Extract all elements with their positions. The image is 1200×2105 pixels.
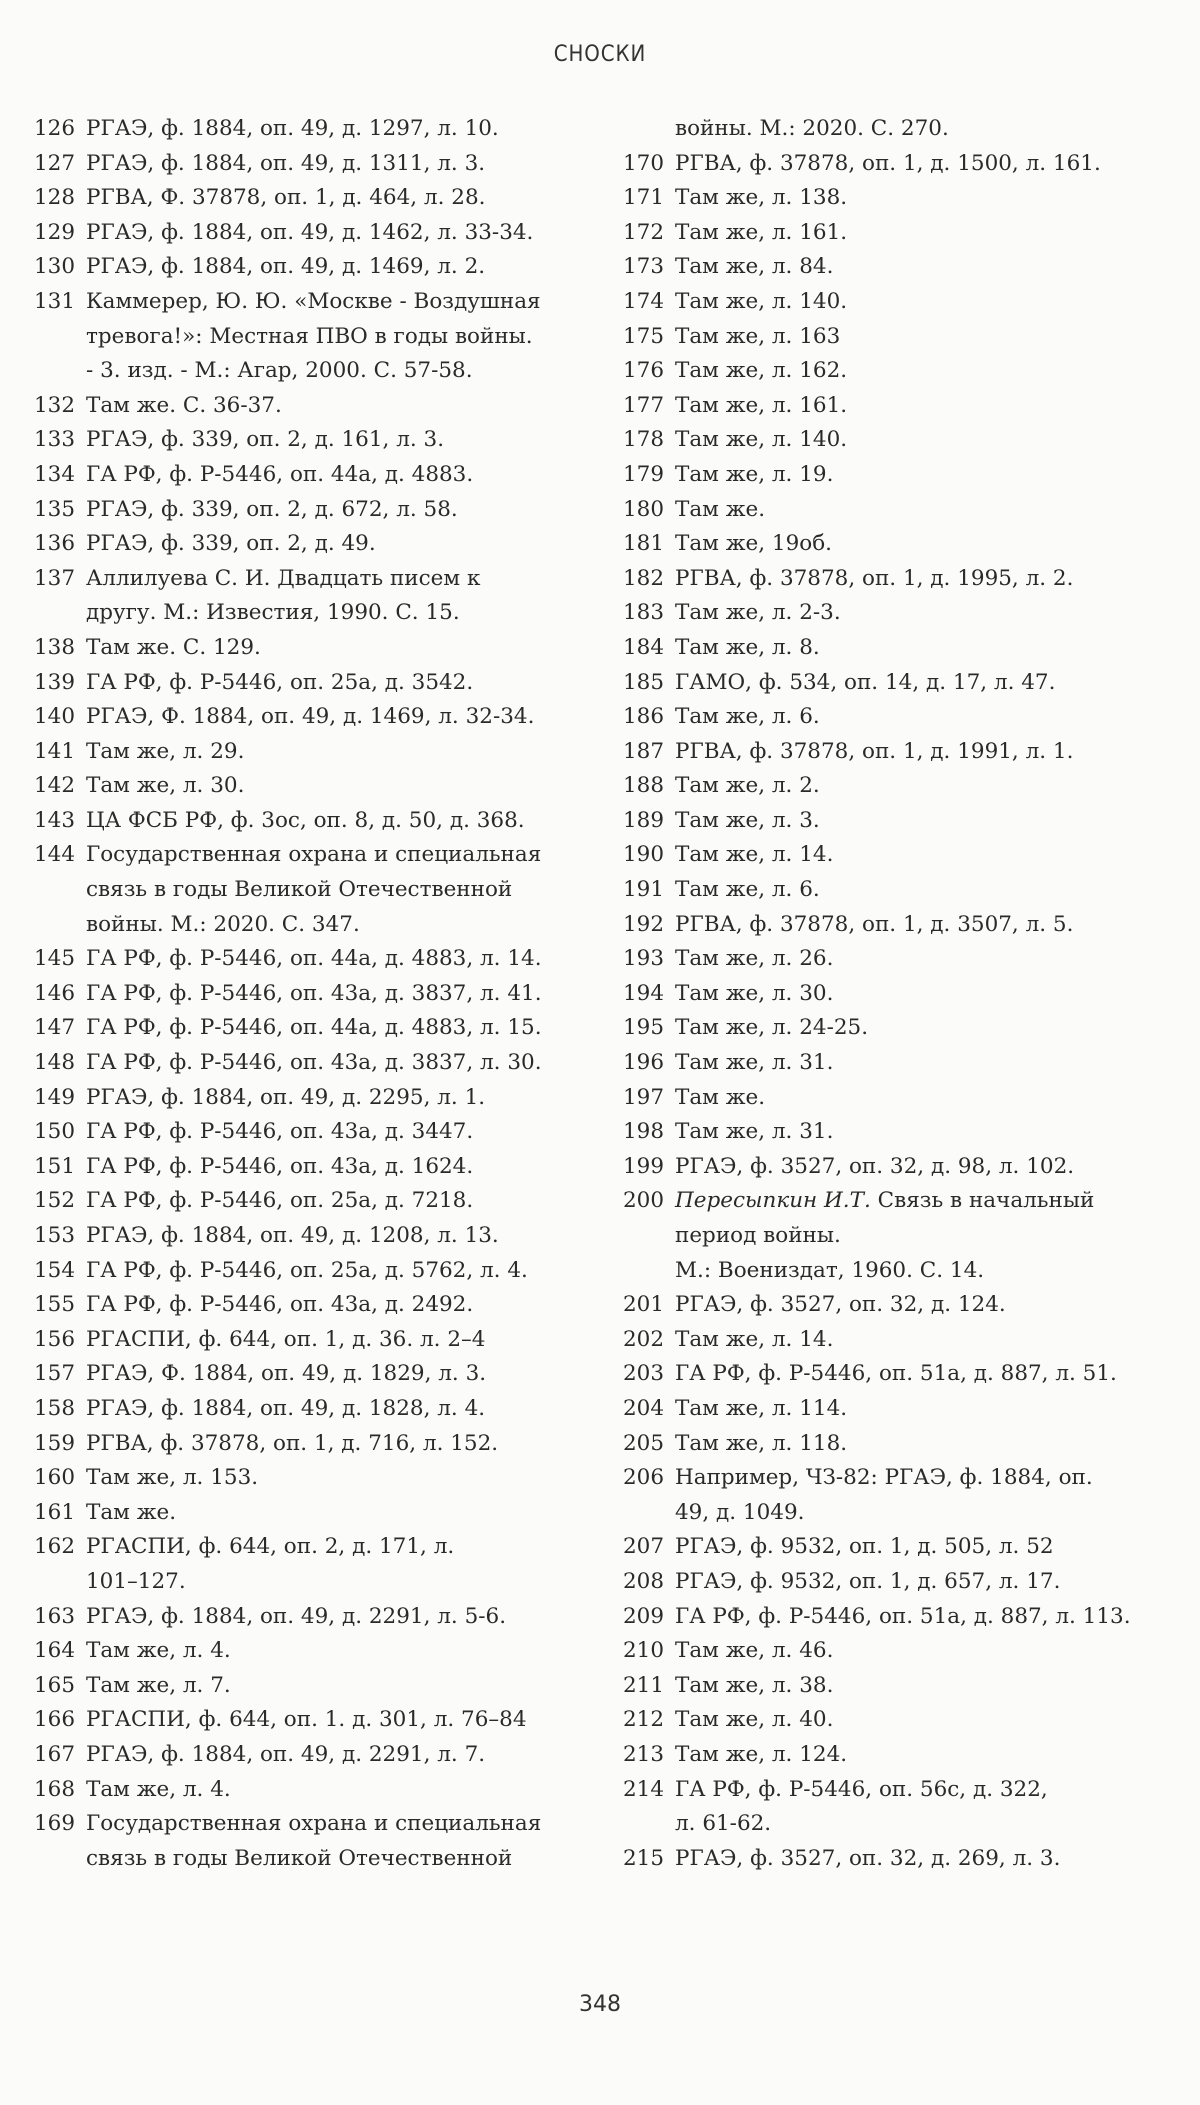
footnote-item: [34, 1427, 594, 1462]
footnote-item: [623, 1115, 1183, 1150]
footnote-number: 198: [623, 1119, 665, 1145]
footnote-text: Там же, л. 8.: [675, 634, 820, 660]
footnotes-right-column: [623, 112, 1183, 1876]
footnote-item: [34, 181, 594, 216]
footnote-text: Аллилуева С. И. Двадцать писем к другу. М.: Известия, 1990. С. 15.: [86, 565, 481, 626]
footnote-text: РГАЭ, ф. 1884, оп. 49, д. 1208, л. 13.: [86, 1223, 499, 1248]
footnote-item: [34, 493, 594, 528]
footnote-number: 126: [34, 116, 76, 141]
footnote-number: 215: [623, 1845, 665, 1871]
footnote-number: 160: [34, 1465, 76, 1491]
footnote-item: [623, 908, 1183, 943]
footnote-number: 178: [623, 427, 665, 453]
footnote-text: РГВА, ф. 37878, оп. 1, д. 1991, л. 1.: [675, 738, 1074, 764]
footnote-text: ГА РФ, ф. Р-5446, оп. 44а, д. 4883.: [86, 461, 474, 487]
footnote-item: [34, 1115, 594, 1150]
footnote-item: [623, 458, 1183, 493]
footnote-number: 147: [34, 1015, 76, 1041]
footnote-text: РГВА, ф. 37878, оп. 1, д. 716, л. 152.: [86, 1430, 499, 1456]
footnote-number: 168: [34, 1776, 76, 1802]
footnote-item: [34, 1323, 594, 1358]
footnote-item: [623, 1530, 1183, 1565]
footnote-text: РГАЭ, ф. 9532, оп. 1, д. 657, л. 17.: [675, 1568, 1061, 1594]
footnote-item: [623, 285, 1183, 320]
footnote-number: 193: [623, 946, 665, 972]
footnote-item: [34, 700, 594, 735]
footnote-number: 156: [34, 1326, 76, 1352]
footnote-item: [34, 735, 594, 770]
footnote-item: [623, 700, 1183, 735]
footnote-item: [34, 1254, 594, 1289]
footnote-number: 203: [623, 1361, 665, 1387]
footnote-item: [623, 1842, 1183, 1877]
footnote-item: [34, 631, 594, 666]
footnote-text: Там же, л. 31.: [675, 1050, 834, 1076]
footnote-item: [34, 147, 594, 182]
footnote-number: 146: [34, 980, 76, 1006]
footnote-text: [675, 1184, 1183, 1288]
footnote-number: 191: [623, 877, 665, 903]
footnote-number: 176: [623, 358, 665, 384]
footnote-text: Там же, л. 30.: [675, 980, 834, 1006]
footnote-item: [623, 596, 1183, 631]
footnote-number: 167: [34, 1741, 76, 1767]
footnote-item: [623, 1773, 1183, 1842]
footnote-item: [34, 1392, 594, 1427]
footnote-text: РГВА, ф. 37878, оп. 1, д. 1500, л. 161.: [675, 150, 1101, 176]
footnote-number: 202: [623, 1326, 665, 1352]
footnote-item: [623, 1184, 1183, 1288]
footnote-text: Там же, л. 163: [675, 323, 841, 349]
footnote-text: Там же, л. 114.: [675, 1395, 848, 1421]
footnote-text: Там же.: [86, 1499, 177, 1525]
footnote-text: Там же, л. 3.: [675, 807, 820, 833]
footnote-number: 136: [34, 531, 76, 557]
footnote-text: Там же, л. 153.: [86, 1465, 259, 1491]
footnote-text: Там же, л. 2-3.: [675, 600, 841, 626]
footnote-number: 139: [34, 669, 76, 695]
footnote-number: 184: [623, 634, 665, 660]
footnote-text: РГАЭ, ф. 3527, оп. 32, д. 124.: [675, 1292, 1006, 1318]
footnote-item: [34, 977, 594, 1012]
footnote-number: 181: [623, 531, 665, 557]
footnote-item: [623, 1357, 1183, 1392]
footnote-item: [623, 1634, 1183, 1669]
footnote-text: Каммерер, Ю. Ю. «Москве - Воздушная тревога!»: Местная ПВО в годы войны. - 3. изд. - М.: Агар, 2000. С. 57-58.: [86, 288, 541, 384]
footnote-text: РГВА, ф. 37878, оп. 1, д. 3507, л. 5.: [675, 911, 1074, 937]
footnote-text: ГА РФ, ф. Р-5446, оп. 44а, д. 4883, л. 14.: [86, 946, 542, 972]
footnote-text: РГАЭ, ф. 3527, оп. 32, д. 98, л. 102.: [675, 1153, 1075, 1179]
footnote-text: РГВА, ф. 37878, оп. 1, д. 1995, л. 2.: [675, 565, 1074, 591]
footnote-text: РГВА, Ф. 37878, оп. 1, д. 464, л. 28.: [86, 185, 486, 211]
footnote-number: 187: [623, 738, 665, 764]
footnote-item: [34, 423, 594, 458]
footnote-text: ГА РФ, ф. Р-5446, оп. 43а, д. 3837, л. 30.: [86, 1050, 542, 1076]
footnote-text: Там же. С. 36-37.: [86, 392, 282, 418]
footnote-number: 130: [34, 254, 76, 280]
footnote-item: [34, 804, 594, 839]
footnote-item: [623, 1150, 1183, 1185]
footnote-text: ГА РФ, ф. Р-5446, оп. 43а, д. 2492.: [86, 1292, 474, 1318]
footnote-text: Там же.: [675, 1084, 766, 1110]
footnote-item: [34, 285, 594, 389]
footnote-number: 213: [623, 1741, 665, 1767]
footnote-item: [34, 1150, 594, 1185]
footnote-text: Например, ЧЗ-82: РГАЭ, ф. 1884, оп. 49, д. 1049.: [675, 1465, 1093, 1525]
footnote-text: Там же, л. 161.: [675, 392, 848, 418]
footnote-number: 170: [623, 150, 665, 176]
footnote-number: 214: [623, 1776, 665, 1802]
footnote-item: [623, 1081, 1183, 1116]
footnote-text: РГАЭ, ф. 339, оп. 2, д. 161, л. 3.: [86, 427, 445, 453]
footnote-item: [623, 1427, 1183, 1462]
footnote-number: 140: [34, 704, 76, 730]
footnote-text: ГАМО, ф. 534, оп. 14, д. 17, л. 47.: [675, 669, 1056, 695]
footnote-item: [623, 423, 1183, 458]
footnote-text: РГАЭ, Ф. 1884, оп. 49, д. 1469, л. 32-34.: [86, 704, 535, 730]
footnote-text: РГАЭ, ф. 1884, оп. 49, д. 2295, л. 1.: [86, 1084, 486, 1110]
footnote-number: 201: [623, 1292, 665, 1318]
footnote-number: 169: [34, 1811, 76, 1837]
footnote-text: Там же, л. 2.: [675, 773, 820, 799]
footnote-item: [34, 216, 594, 251]
footnote-number: 135: [34, 496, 76, 522]
footnote-item: [623, 320, 1183, 355]
footnote-text: РГАСПИ, ф. 644, оп. 2, д. 171, л. 101–127.: [86, 1534, 455, 1594]
footnote-item: [623, 1738, 1183, 1773]
footnote-number: 142: [34, 773, 76, 799]
footnote-text: ГА РФ, ф. Р-5446, оп. 51а, д. 887, л. 51.: [675, 1361, 1117, 1387]
footnote-item: [623, 216, 1183, 251]
footnote-text: ГА РФ, ф. Р-5446, оп. 25а, д. 7218.: [86, 1188, 474, 1214]
footnote-item: [623, 666, 1183, 701]
footnote-item: [623, 493, 1183, 528]
footnote-text: РГАСПИ, ф. 644, оп. 1, д. 36. л. 2–4: [86, 1326, 486, 1352]
footnote-text: ГА РФ, ф. Р-5446, оп. 56с, д. 322, л. 61-62.: [675, 1776, 1048, 1837]
footnote-number: 208: [623, 1568, 665, 1594]
footnote-item: [623, 1011, 1183, 1046]
footnote-text: Государственная охрана и специальная связь в годы Великой Отечественной: [86, 1811, 542, 1871]
footnote-item: [34, 1669, 594, 1704]
footnote-text: ЦА ФСБ РФ, ф. 3ос, оп. 8, д. 50, д. 368.: [86, 807, 525, 833]
footnote-item: [623, 181, 1183, 216]
footnote-number: 129: [34, 219, 76, 245]
footnote-text-rest: Связь в начальный период войны. М.: Воениздат, 1960. С. 14.: [675, 1188, 1095, 1283]
footnote-item: [34, 1773, 594, 1808]
footnote-number: 144: [34, 842, 76, 868]
footnote-text: РГАСПИ, ф. 644, оп. 1. д. 301, л. 76–84: [86, 1707, 527, 1733]
footnote-item: [623, 1600, 1183, 1635]
footnote-text: Там же, л. 29.: [86, 738, 245, 764]
footnote-text: Там же, л. 4.: [86, 1638, 231, 1664]
footnote-number: 165: [34, 1672, 76, 1698]
footnote-number: 179: [623, 461, 665, 487]
footnote-number: 200: [623, 1188, 665, 1214]
footnote-number: 150: [34, 1119, 76, 1145]
footnote-text: Там же, л. 30.: [86, 773, 245, 799]
footnote-number: 192: [623, 911, 665, 937]
footnote-number: 171: [623, 185, 665, 211]
footnote-number: 195: [623, 1015, 665, 1041]
footnote-number: 186: [623, 704, 665, 730]
footnote-item: [34, 1461, 594, 1496]
footnote-item: [34, 527, 594, 562]
footnote-text: ГА РФ, ф. Р-5446, оп. 44а, д. 4883, л. 15.: [86, 1015, 542, 1041]
footnotes-left-column: [34, 112, 594, 1876]
footnote-item: [34, 1288, 594, 1323]
footnote-item: [623, 1323, 1183, 1358]
footnote-number: 183: [623, 600, 665, 626]
footnote-text: Там же, л. 31.: [675, 1119, 834, 1145]
footnote-number: 209: [623, 1603, 665, 1629]
footnote-item: [34, 562, 594, 631]
footnote-item: [34, 1807, 594, 1876]
footnote-text: ГА РФ, ф. Р-5446, оп. 25а, д. 5762, л. 4.: [86, 1257, 528, 1283]
footnote-text: ГА РФ, ф. Р-5446, оп. 43а, д. 1624.: [86, 1153, 474, 1179]
footnote-item: [34, 389, 594, 424]
footnote-text: Там же, л. 40.: [675, 1707, 834, 1733]
footnote-number: 204: [623, 1395, 665, 1421]
footnote-number: 158: [34, 1395, 76, 1421]
footnote-text: Там же, л. 140.: [675, 288, 848, 314]
footnote-item: [34, 1357, 594, 1392]
footnote-text: Там же, л. 19.: [675, 461, 834, 487]
footnote-number: 159: [34, 1430, 76, 1456]
footnote-text: Там же, л. 14.: [675, 842, 834, 868]
footnote-number: 161: [34, 1499, 76, 1525]
footnote-number: 131: [34, 288, 76, 314]
footnote-item: [34, 112, 594, 147]
footnote-text: РГАЭ, Ф. 1884, оп. 49, д. 1829, л. 3.: [86, 1361, 487, 1387]
footnote-number: 153: [34, 1223, 76, 1248]
footnote-number: 173: [623, 254, 665, 280]
footnote-text: Государственная охрана и специальная связь в годы Великой Отечественной войны. М.: 2020. С. 347.: [86, 842, 542, 937]
footnote-item: [623, 804, 1183, 839]
footnote-item: [34, 250, 594, 285]
footnote-text: ГА РФ, ф. Р-5446, оп. 25а, д. 3542.: [86, 669, 474, 695]
footnote-author: Пересыпкин И.Т.: [675, 1188, 871, 1214]
footnote-number: 205: [623, 1430, 665, 1456]
footnote-number: 210: [623, 1638, 665, 1664]
footnote-item: [34, 769, 594, 804]
footnote-number: 141: [34, 738, 76, 764]
footnote-text: Там же, л. 24-25.: [675, 1015, 869, 1041]
footnote-text: РГАЭ, ф. 3527, оп. 32, д. 269, л. 3.: [675, 1845, 1061, 1871]
footnote-item: [623, 147, 1183, 182]
footnote-item: [623, 1046, 1183, 1081]
footnote-text: ГА РФ, ф. Р-5446, оп. 51а, д. 887, л. 113.: [675, 1603, 1131, 1629]
footnote-item: [623, 873, 1183, 908]
footnote-number: 199: [623, 1153, 665, 1179]
footnote-text: Там же, л. 38.: [675, 1672, 834, 1698]
footnote-text: ГА РФ, ф. Р-5446, оп. 43а, д. 3447.: [86, 1119, 474, 1145]
footnote-text: РГАЭ, ф. 339, оп. 2, д. 672, л. 58.: [86, 496, 458, 522]
footnote-text: Там же, л. 84.: [675, 254, 834, 280]
page-header: СНОСКИ: [553, 42, 647, 67]
footnote-item: [623, 1669, 1183, 1704]
footnote-number: 157: [34, 1361, 76, 1387]
footnote-item: [34, 1496, 594, 1531]
footnote-number: 155: [34, 1292, 76, 1318]
footnote-text: РГАЭ, ф. 1884, оп. 49, д. 2291, л. 7.: [86, 1741, 486, 1767]
footnote-text: РГАЭ, ф. 1884, оп. 49, д. 1311, л. 3.: [86, 150, 486, 176]
footnote-item: [34, 1738, 594, 1773]
footnote-text: Там же, л. 4.: [86, 1776, 231, 1802]
footnote-number: 188: [623, 773, 665, 799]
footnote-number: 127: [34, 150, 76, 176]
footnote-number: 166: [34, 1707, 76, 1733]
footnote-number: 151: [34, 1153, 76, 1179]
footnote-text: Там же, л. 6.: [675, 877, 820, 903]
footnote-item: [34, 1011, 594, 1046]
footnote-item: [34, 1219, 594, 1254]
footnote-text: РГАЭ, ф. 1884, оп. 49, д. 1462, л. 33-34.: [86, 219, 534, 245]
footnote-item: [623, 1392, 1183, 1427]
footnote-text: Там же. С. 129.: [86, 634, 261, 660]
footnote-item: [34, 1703, 594, 1738]
footnote-number: 211: [623, 1672, 665, 1698]
footnote-item: [34, 838, 594, 942]
footnote-number: 152: [34, 1188, 76, 1214]
footnote-item: [623, 631, 1183, 666]
footnote-item: [34, 1081, 594, 1116]
footnote-text: Там же, 19об.: [675, 531, 832, 557]
footnote-item: [34, 1600, 594, 1635]
footnote-number: 145: [34, 946, 76, 972]
page-number: 348: [579, 1992, 621, 2017]
footnote-item: [34, 1530, 594, 1599]
footnote-text: РГАЭ, ф. 1884, оп. 49, д. 2291, л. 5-6.: [86, 1603, 507, 1629]
footnote-text: Там же, л. 7.: [86, 1672, 231, 1698]
footnote-item: [623, 527, 1183, 562]
footnote-number: 174: [623, 288, 665, 314]
footnote-number: 148: [34, 1050, 76, 1076]
footnote-item: [623, 250, 1183, 285]
footnote-number: 154: [34, 1257, 76, 1283]
footnote-item: [34, 666, 594, 701]
footnote-text: Там же, л. 26.: [675, 946, 834, 972]
footnote-item: [623, 1703, 1183, 1738]
footnote-number: 197: [623, 1084, 665, 1110]
footnote-item: [623, 354, 1183, 389]
footnote-number: 149: [34, 1084, 76, 1110]
footnote-item: [34, 1184, 594, 1219]
footnote-text: Там же, л. 118.: [675, 1430, 848, 1456]
footnote-number: 194: [623, 980, 665, 1006]
footnote-item: [34, 942, 594, 977]
footnote-number: 196: [623, 1050, 665, 1076]
footnote-text: РГАЭ, ф. 9532, оп. 1, д. 505, л. 52: [675, 1534, 1054, 1560]
footnote-text: РГАЭ, ф. 339, оп. 2, д. 49.: [86, 531, 376, 557]
footnote-item: [623, 838, 1183, 873]
footnote-number: 164: [34, 1638, 76, 1664]
footnote-item: [623, 389, 1183, 424]
footnote-item: [623, 1288, 1183, 1323]
footnote-text: Там же, л. 6.: [675, 704, 820, 730]
footnote-number: 175: [623, 323, 665, 349]
footnote-number: 132: [34, 392, 76, 418]
footnote-text: Там же, л. 138.: [675, 185, 848, 211]
footnote-number: 172: [623, 219, 665, 245]
footnote-item: [34, 458, 594, 493]
footnote-item: [34, 1634, 594, 1669]
footnote-text: РГАЭ, ф. 1884, оп. 49, д. 1828, л. 4.: [86, 1395, 486, 1421]
footnote-item: [623, 977, 1183, 1012]
footnote-number: 189: [623, 807, 665, 833]
footnote-item: [34, 1046, 594, 1081]
footnote-number: 212: [623, 1707, 665, 1733]
footnote-text: РГАЭ, ф. 1884, оп. 49, д. 1469, л. 2.: [86, 254, 486, 280]
footnote-number: 180: [623, 496, 665, 522]
footnote-number: 177: [623, 392, 665, 418]
footnote-text: Там же.: [675, 496, 766, 522]
footnote-item: [623, 769, 1183, 804]
footnote-item: [623, 1461, 1183, 1530]
footnote-text: Там же, л. 162.: [675, 358, 848, 384]
footnote-number: 128: [34, 185, 76, 211]
footnote-item: [623, 942, 1183, 977]
footnote-number: 163: [34, 1603, 76, 1629]
footnote-number: 207: [623, 1534, 665, 1560]
footnote-item: [623, 1565, 1183, 1600]
footnote-text: Там же, л. 161.: [675, 219, 848, 245]
footnote-number: 137: [34, 565, 76, 591]
footnote-number: 206: [623, 1465, 665, 1491]
footnote-text: Там же, л. 46.: [675, 1638, 834, 1664]
footnote-text: РГАЭ, ф. 1884, оп. 49, д. 1297, л. 10.: [86, 116, 499, 141]
footnote-text: Там же, л. 14.: [675, 1326, 834, 1352]
footnote-number: 138: [34, 634, 76, 660]
footnote-number: 134: [34, 461, 76, 487]
footnote-number: 162: [34, 1534, 76, 1560]
continued-footnote-text: войны. М.: 2020. С. 270.: [675, 116, 949, 141]
footnote-number: 182: [623, 565, 665, 591]
footnote-text: Там же, л. 124.: [675, 1741, 848, 1767]
footnote-number: 190: [623, 842, 665, 868]
footnote-text: Там же, л. 140.: [675, 427, 848, 453]
footnote-number: 185: [623, 669, 665, 695]
footnote-text: ГА РФ, ф. Р-5446, оп. 43а, д. 3837, л. 41.: [86, 980, 542, 1006]
footnote-number: 143: [34, 807, 76, 833]
footnote-number: 133: [34, 427, 76, 453]
footnote-item: [623, 562, 1183, 597]
footnote-item: [623, 735, 1183, 770]
